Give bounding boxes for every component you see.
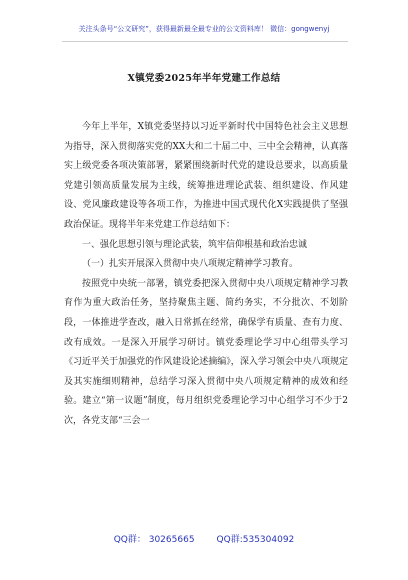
subsection-heading: （一）扎实开展深入贯彻中央八项规定精神学习教育。 xyxy=(82,259,299,270)
intro-paragraph: 今年上半年，X镇党委坚持以习近平新时代中国特色社会主义思想为指导，深入贯彻落实党的XX大和二十届二中、三中全会精神，认真落实上级党委各项决策部署，紧紧围绕新时代党的建设总要求，以高质量党建引领高质量发展为主线，统筹推进理论武装、组织建设、作风建设、党风廉政建设等各项工作，为推进中国式现代化X实践提供了坚强政治保证。现将半年来党建工作总结如下： xyxy=(64,122,348,230)
header-divider xyxy=(62,41,348,42)
document-body xyxy=(64,118,348,432)
header-banner: 关注头条号“公文研究”，获得最新最全最专业的公文资料库！ 微信：gongwenyj xyxy=(78,25,330,33)
footer-contact xyxy=(0,532,408,545)
footer-qq-group-2: QQ群:535304092 xyxy=(216,535,295,545)
body-paragraph: 按照党中央统一部署，镇党委把深入贯彻中央八项规定精神学习教育作为重大政治任务，坚持聚焦主题、简约务实，不分批次、不划阶段，一体推进学查改，融入日常抓在经常，确保学有质量、查有力度、改有成效。一是深入开展学习研讨。镇党委理论学习中心组带头学习《习近平关于加强党的作风建设论述摘编》，深入学习领会中央八项规定及其实施细则精神，总结学习深入贯彻中央八项规定精神的成效和经验。建立“第一议题”制度，每月组织党委理论学习中心组学习不少于2次，各党支部“三会一 xyxy=(64,278,348,426)
section-heading: 一、强化思想引领与理论武装，筑牢信仰根基和政治忠诚 xyxy=(82,239,308,250)
footer-qq-group-1: QQ群： 30265665 xyxy=(113,535,195,545)
document-title: X镇党委2025年半年党建工作总结 xyxy=(127,73,281,84)
